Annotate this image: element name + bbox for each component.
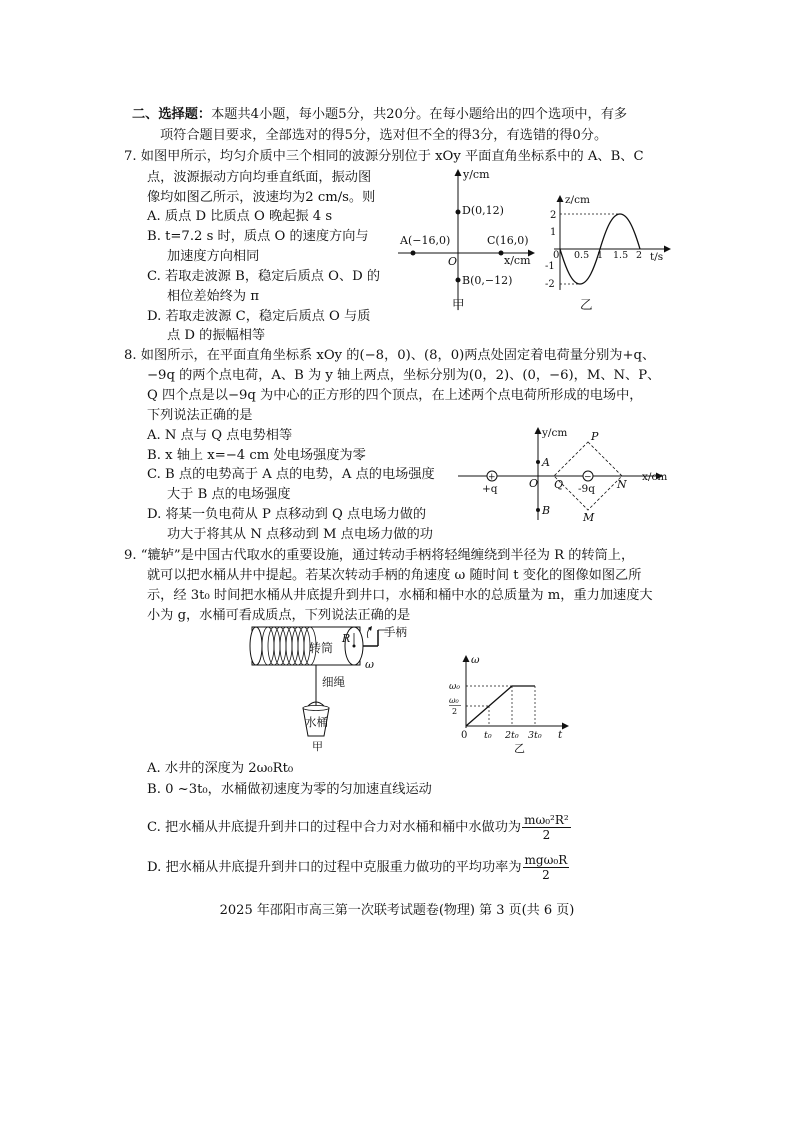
point-a bbox=[411, 251, 416, 256]
q8-stem-line4: 下列说法正确的是 bbox=[147, 408, 253, 423]
point-c-label: C(16,0) bbox=[487, 234, 529, 247]
q8-option-c-cont: 大于 B 点的电场强度 bbox=[167, 487, 291, 502]
q7-figure-jia bbox=[396, 164, 538, 314]
tick-x-0.5: 0.5 bbox=[574, 250, 590, 261]
q7-option-c-cont: 相位差始终为 π bbox=[167, 289, 259, 304]
q9-stem-line2: 就可以把水桶从井中提起。若某次转动手柄的角速度 ω 随时间 t 变化的图像如图乙所 bbox=[147, 568, 642, 583]
q8-option-c: C. B 点的电势高于 A 点的电势，A 点的电场强度 bbox=[147, 467, 435, 482]
y-axis-label: y/cm bbox=[463, 168, 490, 181]
q8-stem-line3: Q 四个点是以−9q 为中心的正方形的四个顶点，在上述两个点电荷所形成的电场中， bbox=[147, 388, 643, 403]
minus-9q-label: -9q bbox=[578, 483, 595, 495]
rope-label: 细绳 bbox=[322, 675, 345, 689]
omega0-half-num: ω₀ bbox=[449, 696, 459, 705]
omega0-tick: ω₀ bbox=[449, 682, 460, 692]
q8-option-b: B. x 轴上 x=−4 cm 处电场强度为零 bbox=[147, 448, 366, 463]
point-a-label: A(−16,0) bbox=[400, 234, 451, 247]
tick-y-neg1: -1 bbox=[545, 261, 555, 272]
q9-figure-yi-caption: 乙 bbox=[514, 742, 525, 755]
q7-option-d-cont: 点 D 的振幅相等 bbox=[167, 328, 266, 343]
origin-label: O bbox=[529, 477, 539, 490]
q7-option-c: C. 若取走波源 B，稳定后质点 O、D 的 bbox=[147, 269, 381, 284]
omega-axis-label: ω bbox=[471, 654, 480, 666]
x-axis-label: x/cm bbox=[642, 471, 668, 483]
omega0-half-den: 2 bbox=[452, 707, 458, 716]
point-m-label: M bbox=[583, 511, 595, 524]
q7-option-b: B. t=7.2 s 时，质点 O 的速度方向与 bbox=[147, 229, 369, 244]
q9-option-a: A. 水井的深度为 2ω₀Rt₀ bbox=[147, 761, 294, 776]
origin-label: 0 bbox=[461, 730, 468, 741]
y-axis-label: y/cm bbox=[542, 427, 568, 439]
origin-label: O bbox=[448, 255, 458, 268]
point-d-label: D(0,12) bbox=[462, 204, 504, 217]
drum-label: 转筒 bbox=[309, 641, 334, 655]
handle-label: 手柄 bbox=[384, 625, 407, 639]
q8-stem-line2: −9q 的两个点电荷，A、B 为 y 轴上两点，坐标分别为(0，2)、(0，−6)，M、N、P、 bbox=[147, 368, 661, 383]
q7-stem-line2: 点，波源振动方向均垂直纸面，振动图 bbox=[147, 170, 372, 185]
bucket-label: 水桶 bbox=[305, 715, 328, 729]
q9-option-d-fraction: $\frac{\text{mgω₀R}}{2}$ bbox=[524, 853, 568, 882]
tick-y-1: 1 bbox=[550, 227, 557, 238]
q7-stem-line3: 像均如图乙所示，波速均为2 cm/s。则 bbox=[147, 190, 376, 205]
q7-option-d: D. 若取走波源 C，稳定后质点 O 与质 bbox=[147, 309, 371, 324]
q7-stem-line1: 7. 如图甲所示，均匀介质中三个相同的波源分别位于 xOy 平面直角坐标系中的 A、B、C bbox=[124, 149, 644, 164]
q7-figure-yi-caption: 乙 bbox=[580, 297, 593, 312]
point-b-label: B bbox=[542, 504, 551, 517]
point-c bbox=[499, 251, 504, 256]
page-footer: 2025 年邵阳市高三第一次联考试题卷(物理) 第 3 页(共 6 页) bbox=[219, 903, 575, 918]
tick-y-2: 2 bbox=[550, 210, 557, 221]
q9-figure-yi bbox=[446, 652, 574, 754]
q8-figure bbox=[452, 424, 670, 524]
tick-x-1: 1 bbox=[597, 250, 604, 261]
section-header-line2: 项符合题目要求，全部选对的得5分，选对但不全的得3分，有选错的得0分。 bbox=[160, 128, 608, 143]
point-d bbox=[456, 210, 461, 215]
q9-figure-jia-caption: 甲 bbox=[312, 740, 323, 753]
q8-stem-line1: 8. 如图所示，在平面直角坐标系 xOy 的(−8，0)、(8，0)两点处固定着电荷量分别为+q、 bbox=[124, 348, 656, 363]
q9-stem-line4: 小为 g，水桶可看成质点，下列说法正确的是 bbox=[147, 608, 411, 623]
q8-option-d: D. 将某一负电荷从 P 点移动到 Q 点电场力做的 bbox=[147, 507, 427, 522]
q7-option-a: A. 质点 D 比质点 O 晚起振 4 s bbox=[147, 209, 333, 224]
radius-label: R bbox=[342, 632, 351, 645]
z-axis-label: z/cm bbox=[565, 194, 590, 206]
svg-text:−: − bbox=[584, 472, 592, 483]
q7-figure-jia-caption: 甲 bbox=[452, 297, 465, 312]
tick-x-1.5: 1.5 bbox=[613, 250, 629, 261]
q9-stem-line3: 示，经 3t₀ 时间把水桶从井底提升到井口，水桶和桶中水的总质量为 m，重力加速度大 bbox=[147, 588, 653, 603]
omega-curve bbox=[466, 686, 535, 726]
omega-label: ω bbox=[365, 658, 374, 671]
q9-option-b: B. 0 ~3t₀，水桶做初速度为零的匀加速直线运动 bbox=[147, 782, 432, 797]
point-b bbox=[456, 278, 461, 283]
x-axis-label: x/cm bbox=[504, 254, 531, 267]
tick-t0: t₀ bbox=[484, 730, 492, 741]
q9-option-d: D. 把水桶从井底提升到井口的过程中克服重力做功的平均功率为 $\frac{\text{mgω₀R}}{2}$ bbox=[147, 853, 568, 882]
q8-option-a: A. N 点与 Q 点电势相等 bbox=[147, 428, 293, 443]
q9-figure-jia bbox=[246, 624, 416, 754]
point-n-label: N bbox=[617, 478, 627, 491]
point-a bbox=[536, 460, 540, 464]
tick-x-2: 2 bbox=[636, 250, 643, 261]
point-b-label: B(0,−12) bbox=[462, 274, 513, 287]
t-axis-label: t bbox=[558, 729, 563, 741]
tick-3t0: 3t₀ bbox=[528, 730, 542, 741]
tick-2t0: 2t₀ bbox=[505, 730, 519, 741]
section-header: 二、选择题：本题共4小题，每小题5分，共20分。在每小题给出的四个选项中，有多 bbox=[132, 107, 628, 122]
q8-option-d-cont: 功大于将其从 N 点移动到 M 点电场力做的功 bbox=[167, 527, 433, 542]
q9-option-c: C. 把水桶从井底提升到井口的过程中合力对水桶和桶中水做功为 $\frac{\text{mω₀²R²}}{2}$ bbox=[147, 813, 569, 842]
q9-stem-line1: 9. “辘轳”是中国古代取水的重要设施，通过转动手柄将轻绳缠绕到半径为 R 的转筒上， bbox=[124, 548, 635, 563]
q7-option-b-cont: 加速度方向相同 bbox=[167, 249, 260, 264]
tick-y-neg2: -2 bbox=[545, 279, 555, 290]
point-q-label: Q bbox=[554, 478, 564, 491]
point-p-label: P bbox=[591, 430, 599, 443]
point-b bbox=[536, 508, 540, 512]
q7-figure-yi bbox=[546, 194, 676, 294]
point-a-label: A bbox=[542, 456, 550, 469]
origin-label: 0 bbox=[553, 250, 560, 261]
q9-option-c-fraction: $\frac{\text{mω₀²R²}}{2}$ bbox=[524, 813, 569, 842]
t-axis-label: t/s bbox=[650, 251, 664, 263]
svg-text:+: + bbox=[488, 472, 496, 483]
plus-q-label: +q bbox=[482, 483, 498, 495]
